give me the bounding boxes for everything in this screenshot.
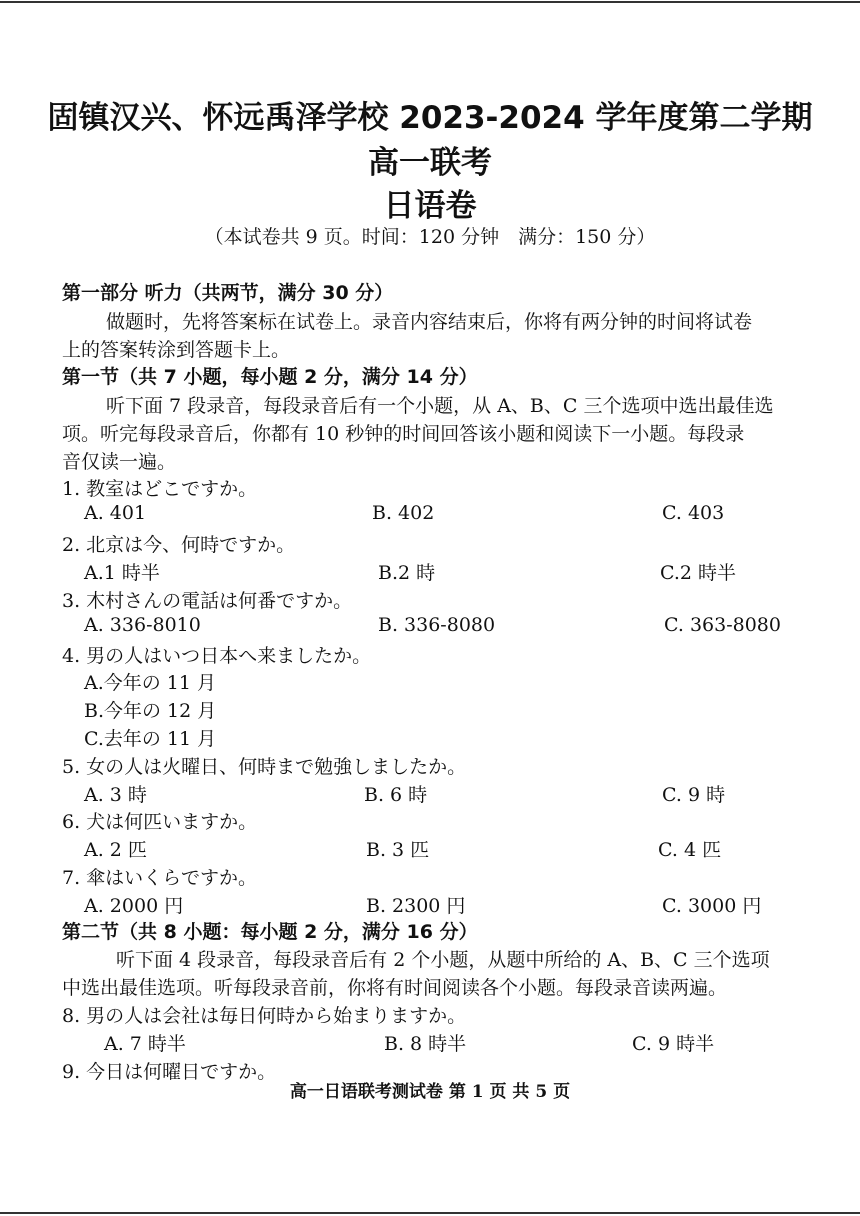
q1-option-c: C. 403 xyxy=(662,502,725,524)
question-1: 1. 教室はどこですか。 xyxy=(62,478,258,500)
q7-option-c: C. 3000 円 xyxy=(662,895,762,917)
q2-option-c: C.2 時半 xyxy=(660,562,737,584)
q8-option-b: B. 8 時半 xyxy=(384,1033,467,1055)
question-9: 9. 今日は何曜日ですか。 xyxy=(62,1061,277,1083)
section2-instruction-2: 中选出最佳选项。听每段录音前，你将有时间阅读各个小题。每段录音读两遍。 xyxy=(62,977,728,999)
section2-heading: 第二节（共 8 小题：每小题 2 分，满分 16 分） xyxy=(62,921,478,943)
page-footer: 高一日语联考测试卷 第 1 页 共 5 页 xyxy=(289,1082,571,1102)
exam-title-grade: 高一联考 xyxy=(368,145,492,181)
question-8: 8. 男の人は会社は毎日何時から始まりますか。 xyxy=(62,1005,467,1027)
q5-option-c: C. 9 時 xyxy=(662,784,726,806)
exam-title-school: 固镇汉兴、怀远禹泽学校 2023-2024 学年度第二学期 xyxy=(47,100,813,136)
question-4: 4. 男の人はいつ日本へ来ましたか。 xyxy=(62,645,372,667)
q4-option-c: C.去年の 11 月 xyxy=(84,728,217,750)
part1-heading: 第一部分 听力（共两节，满分 30 分） xyxy=(62,282,394,304)
part1-instruction-2: 上的答案转涂到答题卡上。 xyxy=(62,339,291,361)
section1-heading: 第一节（共 7 小题，每小题 2 分，满分 14 分） xyxy=(62,366,478,388)
q8-option-c: C. 9 時半 xyxy=(632,1033,715,1055)
q6-option-a: A. 2 匹 xyxy=(84,839,147,861)
q4-option-a: A.今年の 11 月 xyxy=(84,672,217,694)
q1-option-a: A. 401 xyxy=(84,502,147,524)
q8-option-a: A. 7 時半 xyxy=(104,1033,186,1055)
part1-instruction-1: 做题时，先将答案标在试卷上。录音内容结束后，你将有两分钟的时间将试卷 xyxy=(106,311,753,333)
q7-option-b: B. 2300 円 xyxy=(366,895,466,917)
q3-option-a: A. 336-8010 xyxy=(84,614,201,636)
question-3: 3. 木村さんの電話は何番ですか。 xyxy=(62,590,353,612)
question-2: 2. 北京は今、何時ですか。 xyxy=(62,534,296,556)
question-6: 6. 犬は何匹いますか。 xyxy=(62,811,258,833)
q2-option-a: A.1 時半 xyxy=(84,562,160,584)
exam-title-subject: 日语卷 xyxy=(383,188,477,224)
section1-instruction-3: 音仅读一遍。 xyxy=(62,451,177,473)
section2-instruction-1: 听下面 4 段录音，每段录音后有 2 个小题，从题中所给的 A、B、C 三个选项 xyxy=(116,949,770,971)
q5-option-a: A. 3 時 xyxy=(84,784,147,806)
q3-option-b: B. 336-8080 xyxy=(378,614,496,636)
q2-option-b: B.2 時 xyxy=(378,562,436,584)
exam-info: （本试卷共 9 页。时间：120 分钟 满分：150 分） xyxy=(204,226,656,248)
q6-option-c: C. 4 匹 xyxy=(658,839,722,861)
q6-option-b: B. 3 匹 xyxy=(366,839,430,861)
q7-option-a: A. 2000 円 xyxy=(84,895,184,917)
q3-option-c: C. 363-8080 xyxy=(664,614,781,636)
section1-instruction-1: 听下面 7 段录音，每段录音后有一个小题，从 A、B、C 三个选项中选出最佳选 xyxy=(106,395,774,417)
question-5: 5. 女の人は火曜日、何時まで勉強しましたか。 xyxy=(62,756,467,778)
q4-option-b: B.今年の 12 月 xyxy=(84,700,217,722)
bottom-border xyxy=(0,1212,860,1214)
q1-option-b: B. 402 xyxy=(372,502,435,524)
section1-instruction-2: 项。听完每段录音后，你都有 10 秒钟的时间回答该小题和阅读下一小题。每段录 xyxy=(62,423,745,445)
q5-option-b: B. 6 時 xyxy=(364,784,428,806)
question-7: 7. 傘はいくらですか。 xyxy=(62,867,257,889)
